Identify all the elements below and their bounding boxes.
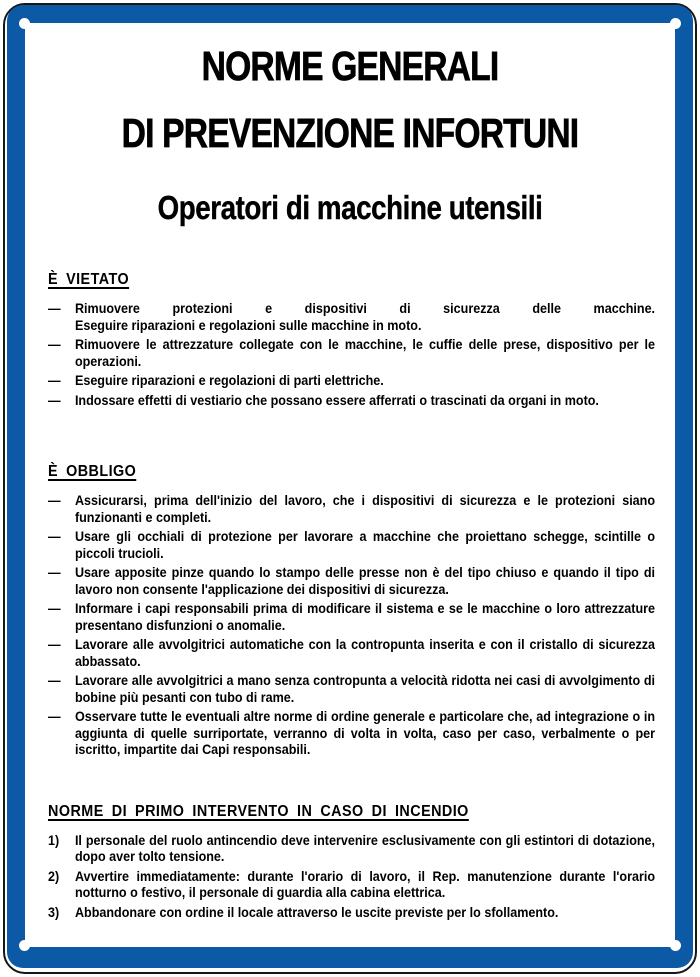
list-item — [48, 336, 655, 369]
list-item-text: Osservare tutte le eventuali altre norme di ordine generale e particolare che, ad integrazione o in aggiunta di quelle surriportate, verranno di volta in volta, caso per caso, verbalmente o per iscritto, impartite dai Capi responsabili. — [74, 708, 656, 757]
section-obbligo — [48, 462, 655, 758]
list-item-text: Indossare effetti di vestiario che possano essere afferrati o trascinati da organi in moto. — [74, 391, 599, 408]
list-item-text: Lavorare alle avvolgitrici a mano senza contropunta a velocità ridotta nei casi di avvolgimento di bobine più pesanti con tubo di rame. — [74, 672, 656, 705]
list-item-text: Abbandonare con ordine il locale attraverso le uscite previste per lo sfollamento. — [74, 903, 559, 920]
section-obbligo-heading: È OBBLIGO — [48, 463, 137, 480]
list-item — [48, 832, 655, 865]
list-item — [48, 300, 655, 333]
list-item — [48, 904, 655, 921]
sign-title-line2: DI PREVENZIONE INFORTUNI — [121, 110, 579, 156]
list-item — [48, 672, 655, 705]
list-item-line2: Eseguire riparazioni e regolazioni sulle macchine in moto. — [74, 316, 422, 333]
number-marker: 3) — [48, 903, 60, 920]
mounting-hole-bottom-right — [670, 940, 681, 951]
sign-subtitle: Operatori di macchine utensili — [157, 189, 543, 226]
dash-marker: — — [48, 672, 61, 688]
list-item-text: Eseguire riparazioni e regolazioni di parti elettriche. — [74, 372, 384, 388]
section-vietato — [48, 270, 655, 408]
dash-marker: — — [48, 636, 61, 652]
mounting-hole-bottom-left — [19, 940, 30, 951]
dash-marker: — — [48, 600, 61, 616]
mounting-hole-top-right — [670, 18, 681, 29]
list-item-text: Avvertire immediatamente: durante l'orario di lavoro, il Rep. manutenzione durante l'orario notturno o festivo, il personale di guardia alla cabina elettrica. — [74, 867, 656, 900]
sign-face — [25, 23, 675, 947]
list-item-text: Rimuovere le attrezzature collegate con le macchine, le cuffie delle prese, dispositivo per le operazioni. — [74, 336, 656, 369]
dash-marker: — — [48, 528, 61, 544]
list-item-line1: Rimuovere protezioni e dispositivi di sicurezza delle macchine. — [74, 300, 656, 316]
list-item — [48, 528, 655, 561]
list-item-text: Informare i capi responsabili prima di modificare il sistema e se le macchine o loro attrezzature presentano disfunzioni o anomalie. — [74, 600, 656, 633]
dash-marker: — — [48, 492, 61, 508]
list-item-text: Usare gli occhiali di protezione per lavorare a macchine che proiettano schegge, scintille o piccoli trucioli. — [74, 528, 656, 561]
sign-title-line1: NORME GENERALI — [201, 43, 499, 89]
list-item-text: Il personale del ruolo antincendio deve intervenire esclusivamente con gli estintori di dotazione, dopo aver tolto tensione. — [74, 831, 656, 864]
list-item — [48, 392, 655, 409]
list-item — [48, 868, 655, 901]
list-item — [48, 636, 655, 669]
dash-marker: — — [48, 391, 61, 408]
list-item — [48, 600, 655, 633]
dash-marker: — — [48, 564, 61, 580]
sign-body — [48, 270, 655, 920]
dash-marker: — — [48, 336, 61, 352]
list-item-text: Usare apposite pinze quando lo stampo delle presse non è del tipo chiuso e quando il tipo di lavoro non consente l'applicazione dei dispositivi di sicurezza. — [74, 564, 656, 597]
list-item-text — [75, 300, 655, 333]
list-item — [48, 708, 655, 758]
section-incendio-heading: NORME DI PRIMO INTERVENTO IN CASO DI INCENDIO — [48, 802, 469, 820]
list-item — [48, 492, 655, 525]
mounting-hole-top-left — [19, 18, 30, 29]
list-item — [48, 372, 655, 389]
section-vietato-heading: È VIETATO — [48, 271, 130, 288]
list-item — [48, 564, 655, 597]
dash-marker: — — [48, 708, 61, 724]
list-item-text: Lavorare alle avvolgitrici automatiche con la contropunta inserita e con il cristallo di sicurezza abbassato. — [74, 636, 656, 669]
dash-marker: — — [48, 300, 61, 316]
number-marker: 2) — [48, 867, 60, 884]
number-marker: 1) — [48, 831, 60, 848]
dash-marker: — — [48, 372, 61, 388]
section-incendio — [48, 802, 655, 921]
list-item-text: Assicurarsi, prima dell'inizio del lavoro, che i dispositivi di sicurezza e le protezioni siano funzionanti e completi. — [74, 492, 656, 525]
